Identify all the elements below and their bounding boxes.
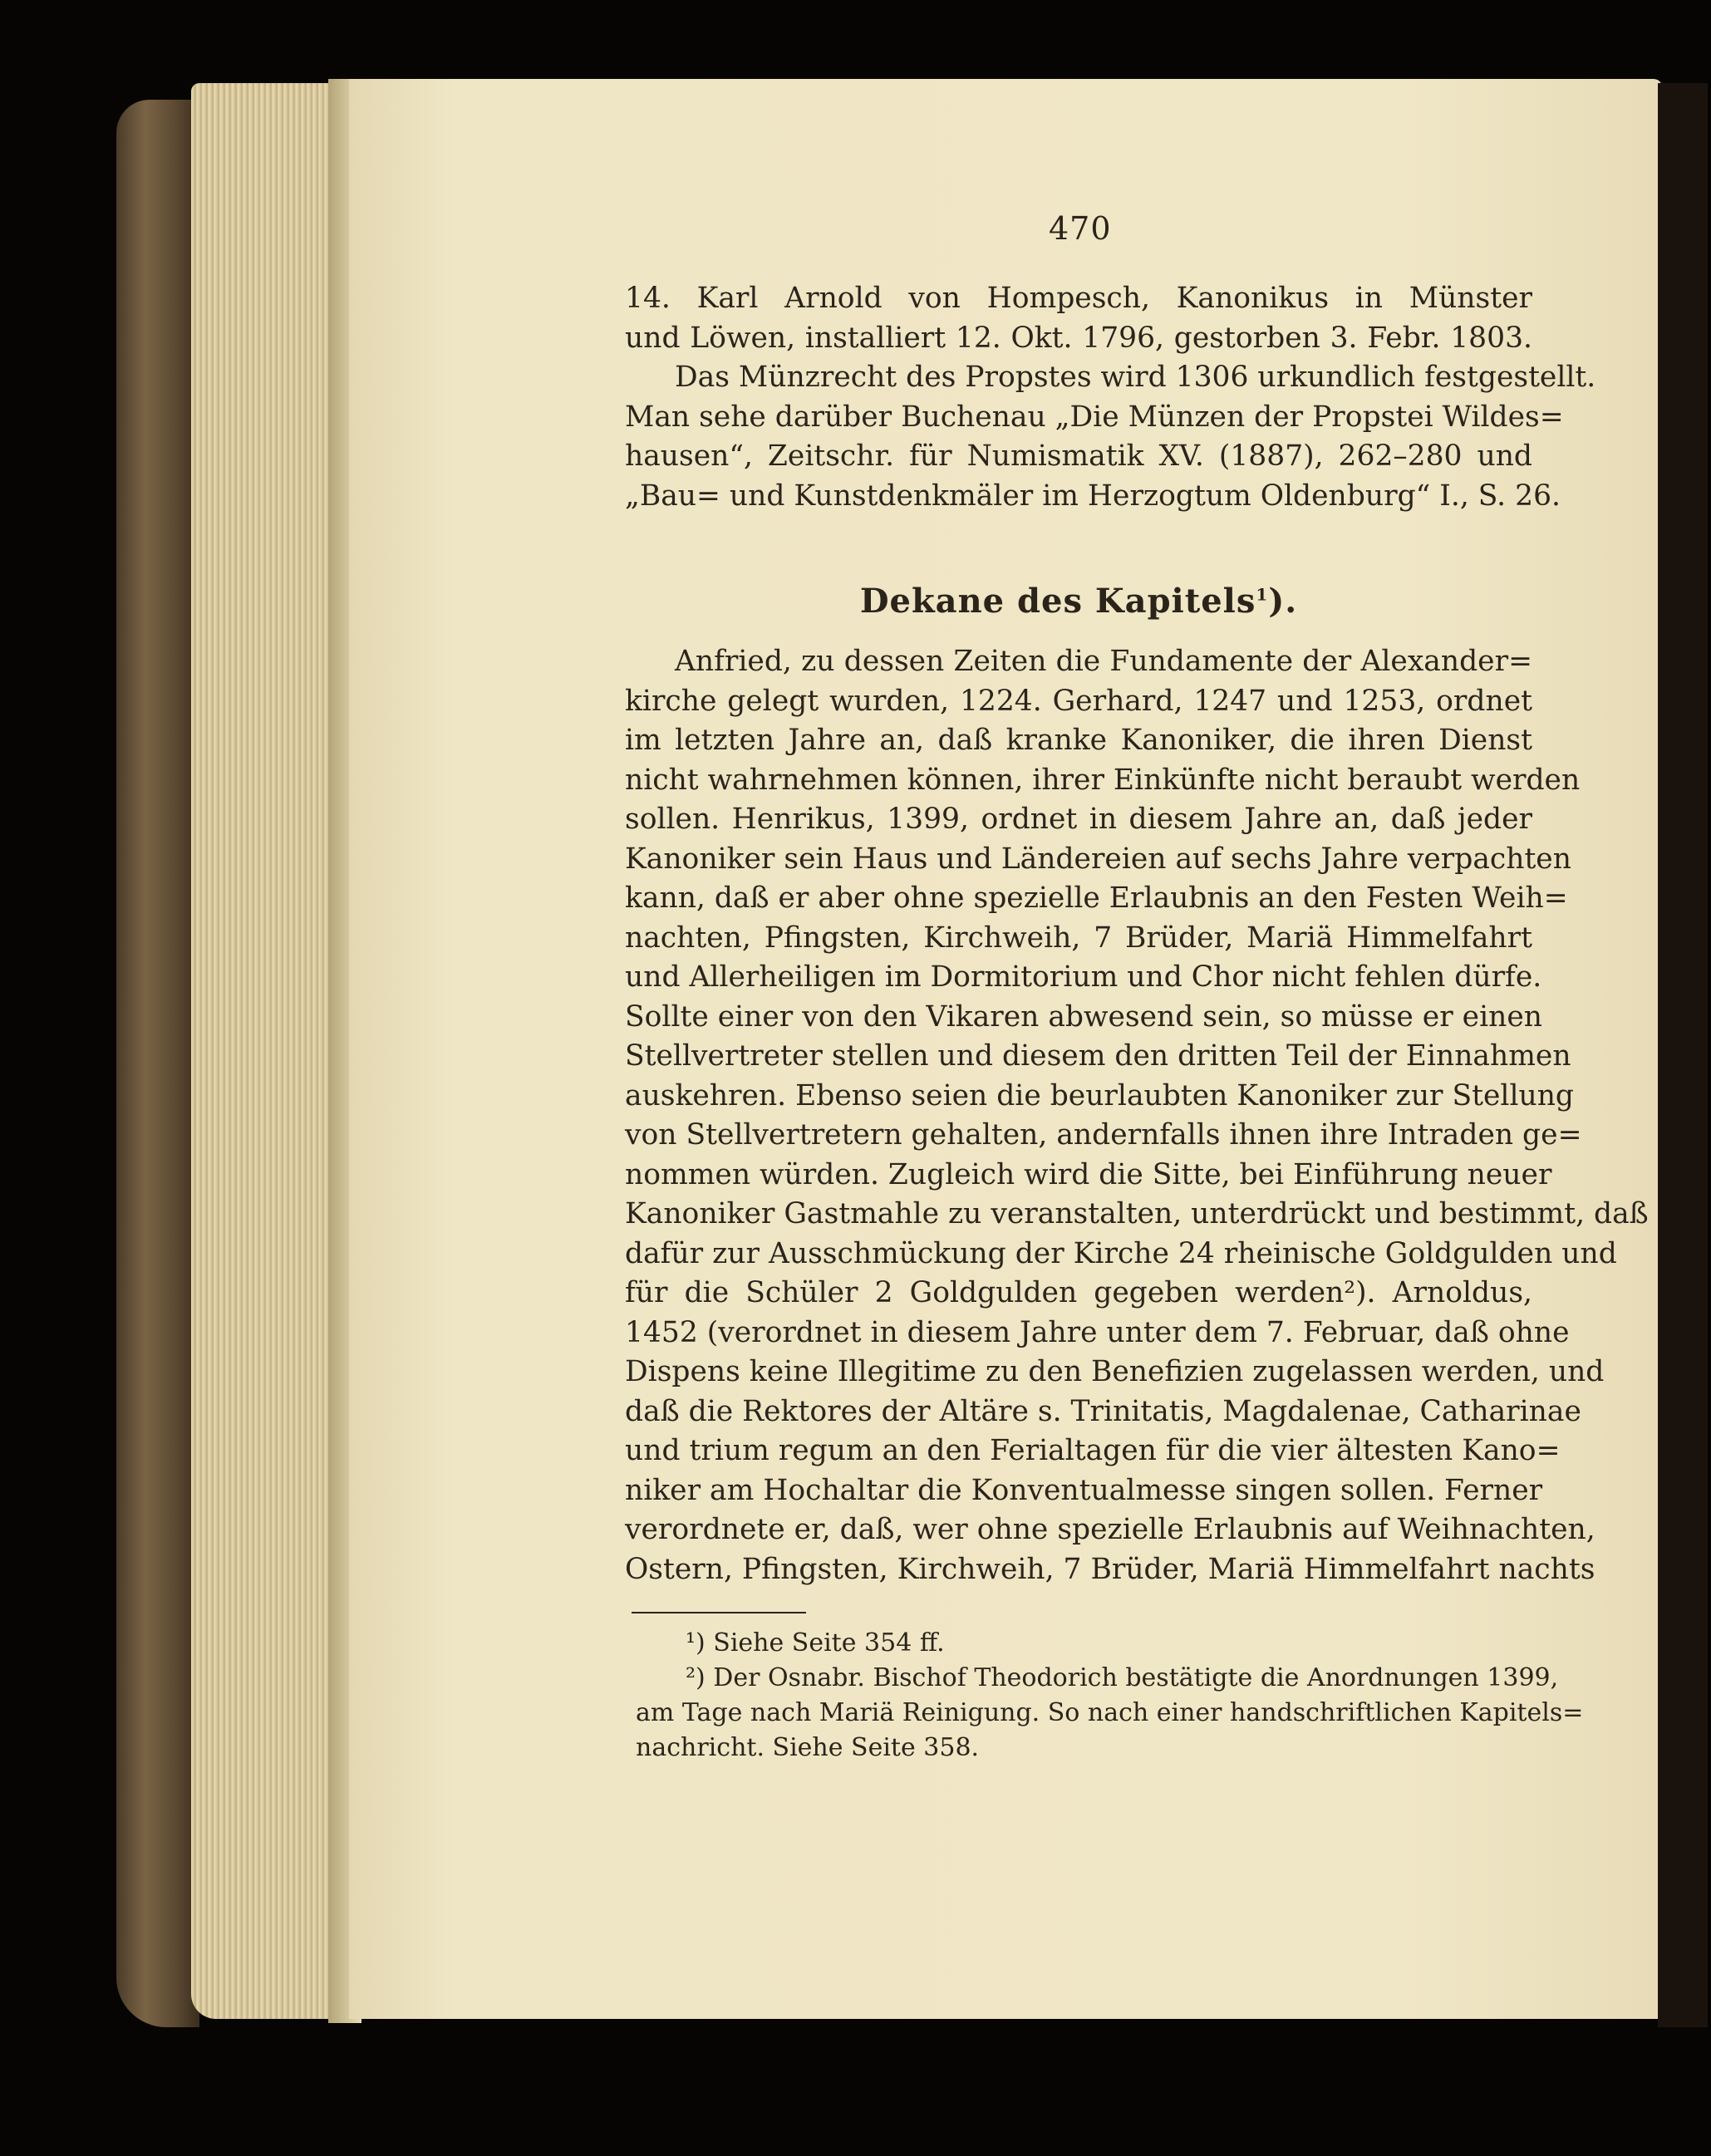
main-line: nommen würden. Zugleich wird die Sitte, bei Einführung neuer bbox=[625, 1157, 1552, 1191]
main-line: Ostern, Pfingsten, Kirchweih, 7 Brüder, Mariä Himmelfahrt nachts bbox=[625, 1552, 1595, 1586]
main-line: Stellvertreter stellen und diesem den dritten Teil der Einnahmen bbox=[625, 1039, 1571, 1073]
footnote-line: ¹) Siehe Seite 354 ff. bbox=[686, 1628, 945, 1658]
main-line: und Allerheiligen im Dormitorium und Chor nicht fehlen dürfe. bbox=[625, 960, 1542, 994]
main-line: Kanoniker Gastmahle zu veranstalten, unterdrückt und bestimmt, daß bbox=[625, 1197, 1649, 1230]
footnote-rule bbox=[632, 1612, 806, 1613]
heading-footnote-ref: 1 bbox=[1256, 584, 1269, 605]
book-spine bbox=[116, 100, 199, 2027]
main-line: kirche gelegt wurden, 1224. Gerhard, 1247 und 1253, ordnet bbox=[625, 684, 1532, 718]
entry-line: Man sehe darüber Buchenau „Die Münzen der Propstei Wildes= bbox=[625, 400, 1564, 434]
entry-paragraph bbox=[625, 279, 1596, 516]
entry-line: hausen“, Zeitschr. für Numismatik XV. (1887), 262–280 und bbox=[625, 440, 1532, 473]
footnote-line: am Tage nach Mariä Reinigung. So nach einer handschriftlichen Kapitels= bbox=[636, 1698, 1584, 1727]
footnote-line: ²) Der Osnabr. Bischof Theodorich bestätigte die Anordnungen 1399, bbox=[686, 1663, 1559, 1692]
entry-line: Das Münzrecht des Propstes wird 1306 urkundlich festgestellt. bbox=[675, 361, 1596, 394]
main-line: niker am Hochaltar die Konventualmesse singen sollen. Ferner bbox=[625, 1473, 1543, 1507]
main-line: Sollte einer von den Vikaren abwesend sein, so müsse er einen bbox=[625, 999, 1542, 1034]
section-heading bbox=[625, 582, 1532, 621]
main-line: dafür zur Ausschmückung der Kirche 24 rheinische Goldgulden und bbox=[625, 1236, 1617, 1270]
entry-line: und Löwen, installiert 12. Okt. 1796, gestorben 3. Febr. 1803. bbox=[625, 321, 1532, 355]
main-line: Anfried, zu dessen Zeiten die Fundamente der Alexander= bbox=[675, 645, 1532, 678]
main-line: nachten, Pfingsten, Kirchweih, 7 Brüder, Mariä Himmelfahrt bbox=[625, 921, 1532, 955]
main-paragraph bbox=[625, 642, 1649, 1589]
main-line: sollen. Henrikus, 1399, ordnet in diesem Jahre an, daß jeder bbox=[625, 803, 1532, 836]
facing-page-edge bbox=[1658, 83, 1708, 2027]
page-stack-edges bbox=[191, 83, 349, 2019]
footnotes bbox=[636, 1626, 1584, 1766]
entry-line: 14. Karl Arnold von Hompesch, Kanonikus in Münster bbox=[625, 282, 1532, 315]
page-number: 470 bbox=[1049, 210, 1112, 247]
main-line: und trium regum an den Ferialtagen für die vier ältesten Kano= bbox=[625, 1434, 1561, 1467]
main-line: kann, daß er aber ohne spezielle Erlaubnis an den Festen Weih= bbox=[625, 882, 1568, 915]
heading-paren: ). bbox=[1268, 582, 1298, 621]
footnote-line: nachricht. Siehe Seite 358. bbox=[636, 1733, 980, 1762]
main-line: Dispens keine Illegitime zu den Benefizien zugelassen werden, und bbox=[625, 1355, 1605, 1388]
main-line: daß die Rektores der Altäre s. Trinitatis, Magdalenae, Catharinae bbox=[625, 1394, 1581, 1428]
main-line: im letzten Jahre an, daß kranke Kanoniker, die ihren Dienst bbox=[625, 724, 1532, 757]
main-line: nicht wahrnehmen können, ihrer Einkünfte nicht beraubt werden bbox=[625, 763, 1581, 797]
main-line: Kanoniker sein Haus und Ländereien auf sechs Jahre verpachten bbox=[625, 842, 1571, 876]
main-line: verordnete er, daß, wer ohne spezielle Erlaubnis auf Weihnachten, bbox=[625, 1513, 1595, 1546]
main-line: 1452 (verordnet in diesem Jahre unter dem 7. Februar, daß ohne bbox=[625, 1315, 1570, 1349]
main-line: auskehren. Ebenso seien die beurlaubten Kanoniker zur Stellung bbox=[625, 1078, 1575, 1112]
entry-line: „Bau= und Kunstdenkmäler im Herzogtum Oldenburg“ I., S. 26. bbox=[625, 479, 1561, 513]
heading-text: Dekane des Kapitels bbox=[859, 582, 1256, 621]
main-line: von Stellvertretern gehalten, andernfalls ihnen ihre Intraden ge= bbox=[625, 1118, 1582, 1152]
main-line: für die Schüler 2 Goldgulden gegeben werden²). Arnoldus, bbox=[625, 1276, 1532, 1309]
